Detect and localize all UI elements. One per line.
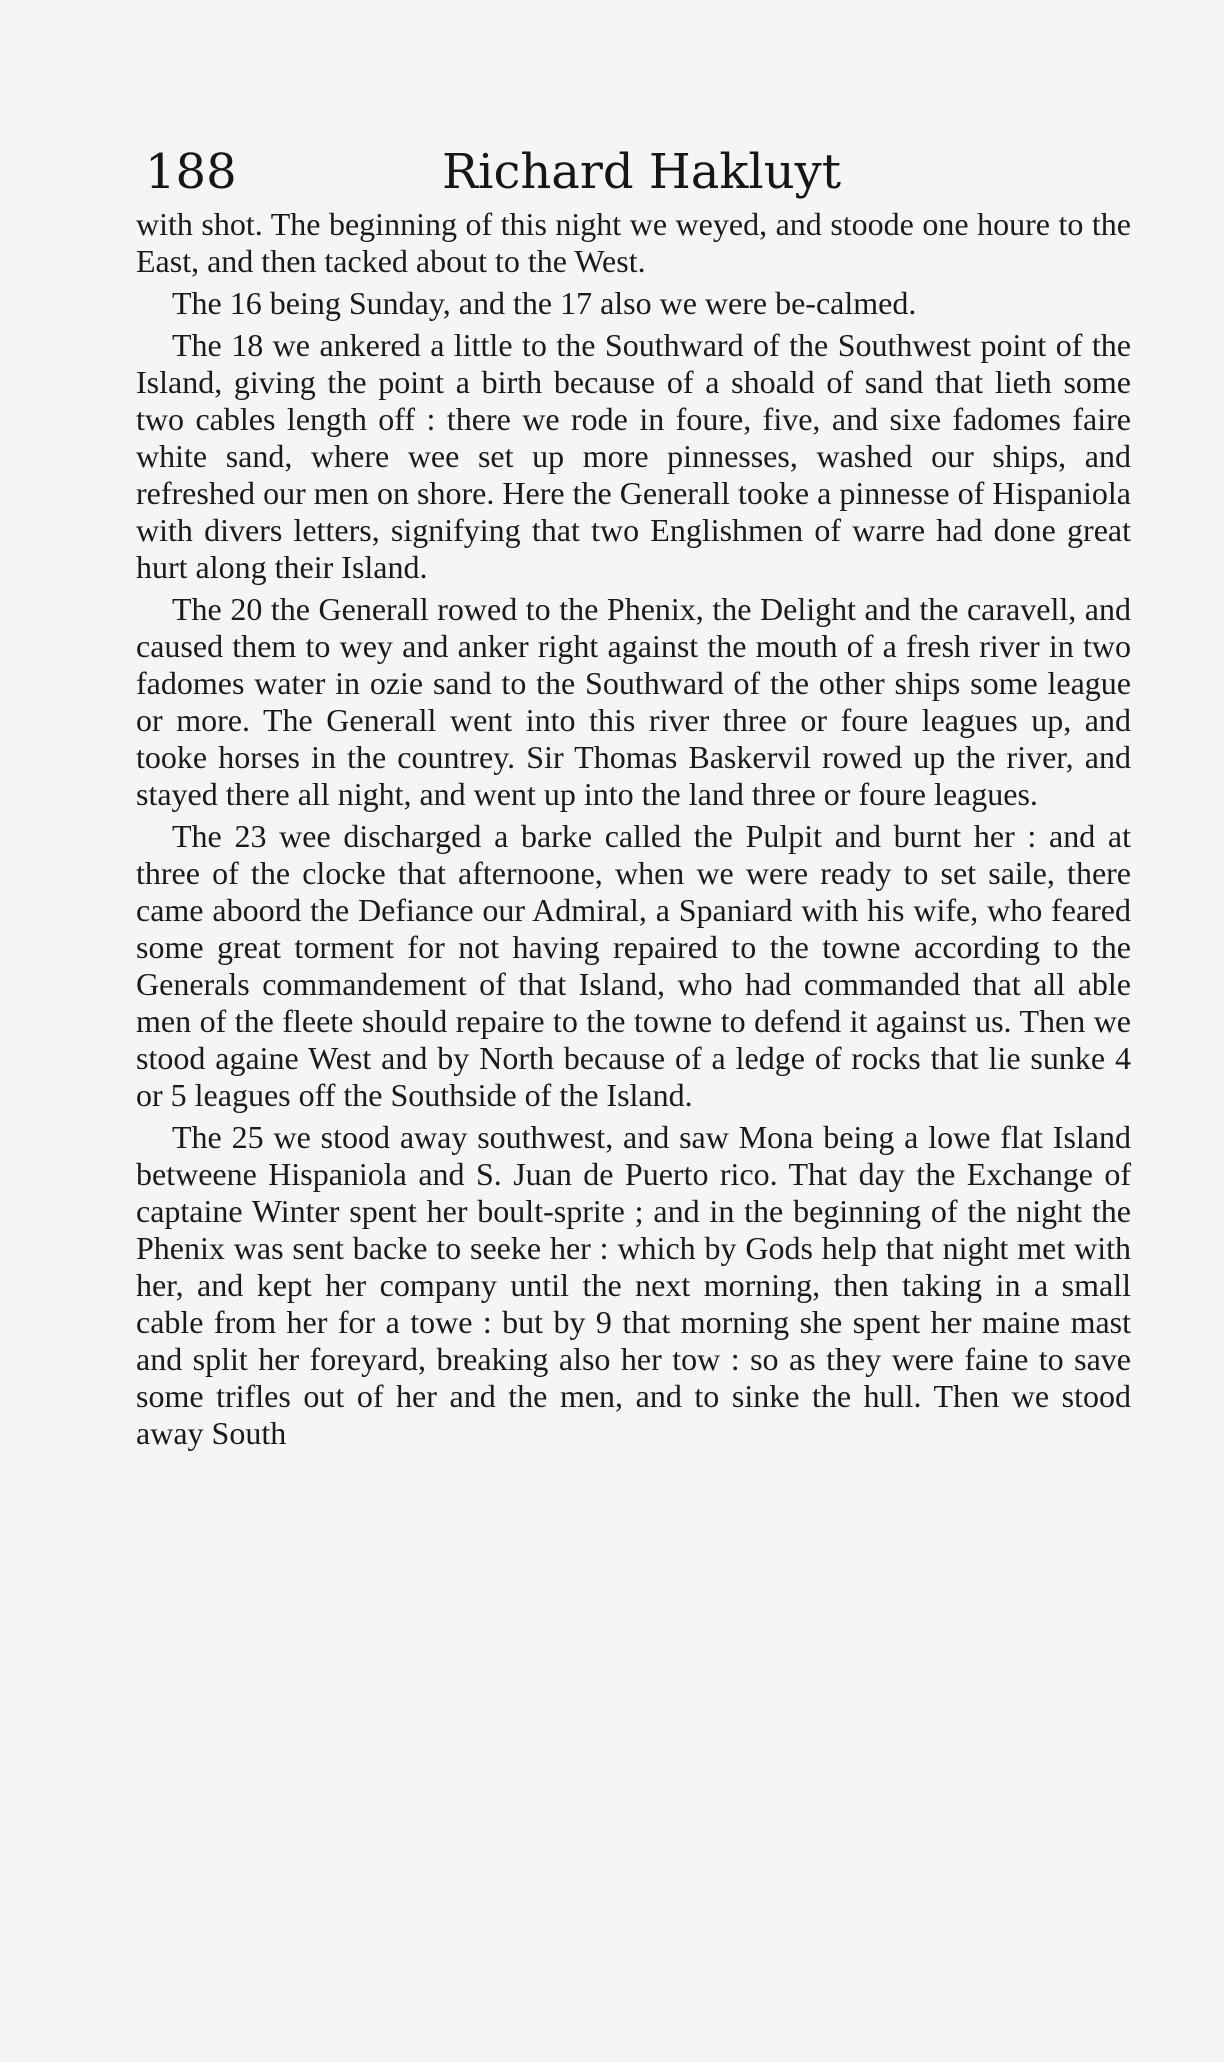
page-number: 188 — [145, 144, 237, 200]
page-header — [145, 142, 1145, 202]
paragraph: with shot. The beginning of this night we weyed, and stoode one houre to the East, and then tacked about to the West. — [136, 206, 1131, 279]
paragraph: The 16 being Sunday, and the 17 also we were be-calmed. — [172, 285, 917, 321]
running-head: Richard Hakluyt — [442, 144, 842, 200]
body-text — [136, 206, 1131, 1457]
paragraph: The 25 we stood away southwest, and saw Mona being a lowe flat Island betweene Hispaniola and S. Juan de Puerto rico. That day the Exchange of captaine Winter spent her boult-sprite ; and in the beginning of the night the Phenix was sent backe to seeke her : which by Gods help that night met with her, and kept her company until the next morning, then taking in a small cable from her for a towe : but by 9 that morning she spent her maine mast and split her foreyard, breaking also her tow : so as they were faine to save some trifles out of her and the men, and to sinke the hull. Then we stood away South — [136, 1119, 1131, 1451]
paragraph: The 18 we ankered a little to the Southward of the Southwest point of the Island, giving the point a birth because of a shoald of sand that lieth some two cables length off : there we rode in foure, five, and sixe fadomes faire white sand, where wee set up more pinnesses, washed our ships, and refreshed our men on shore. Here the Generall tooke a pinnesse of Hispaniola with divers letters, signifying that two Englishmen of warre had done great hurt along their Island. — [136, 327, 1131, 585]
paragraph: The 20 the Generall rowed to the Phenix, the Delight and the caravell, and caused them to wey and anker right against the mouth of a fresh river in two fadomes water in ozie sand to the Southward of the other ships some league or more. The Generall went into this river three or foure leagues up, and tooke horses in the countrey. Sir Thomas Baskervil rowed up the river, and stayed there all night, and went up into the land three or foure leagues. — [136, 591, 1131, 812]
paragraph: The 23 wee discharged a barke called the Pulpit and burnt her : and at three of the clocke that afternoone, when we were ready to set saile, there came aboord the Defiance our Admiral, a Spaniard with his wife, who feared some great torment for not having repaired to the towne according to the Generals commandement of that Island, who had commanded that all able men of the fleete should repaire to the towne to defend it against us. Then we stood againe West and by North because of a ledge of rocks that lie sunke 4 or 5 leagues off the Southside of the Island. — [136, 818, 1131, 1113]
